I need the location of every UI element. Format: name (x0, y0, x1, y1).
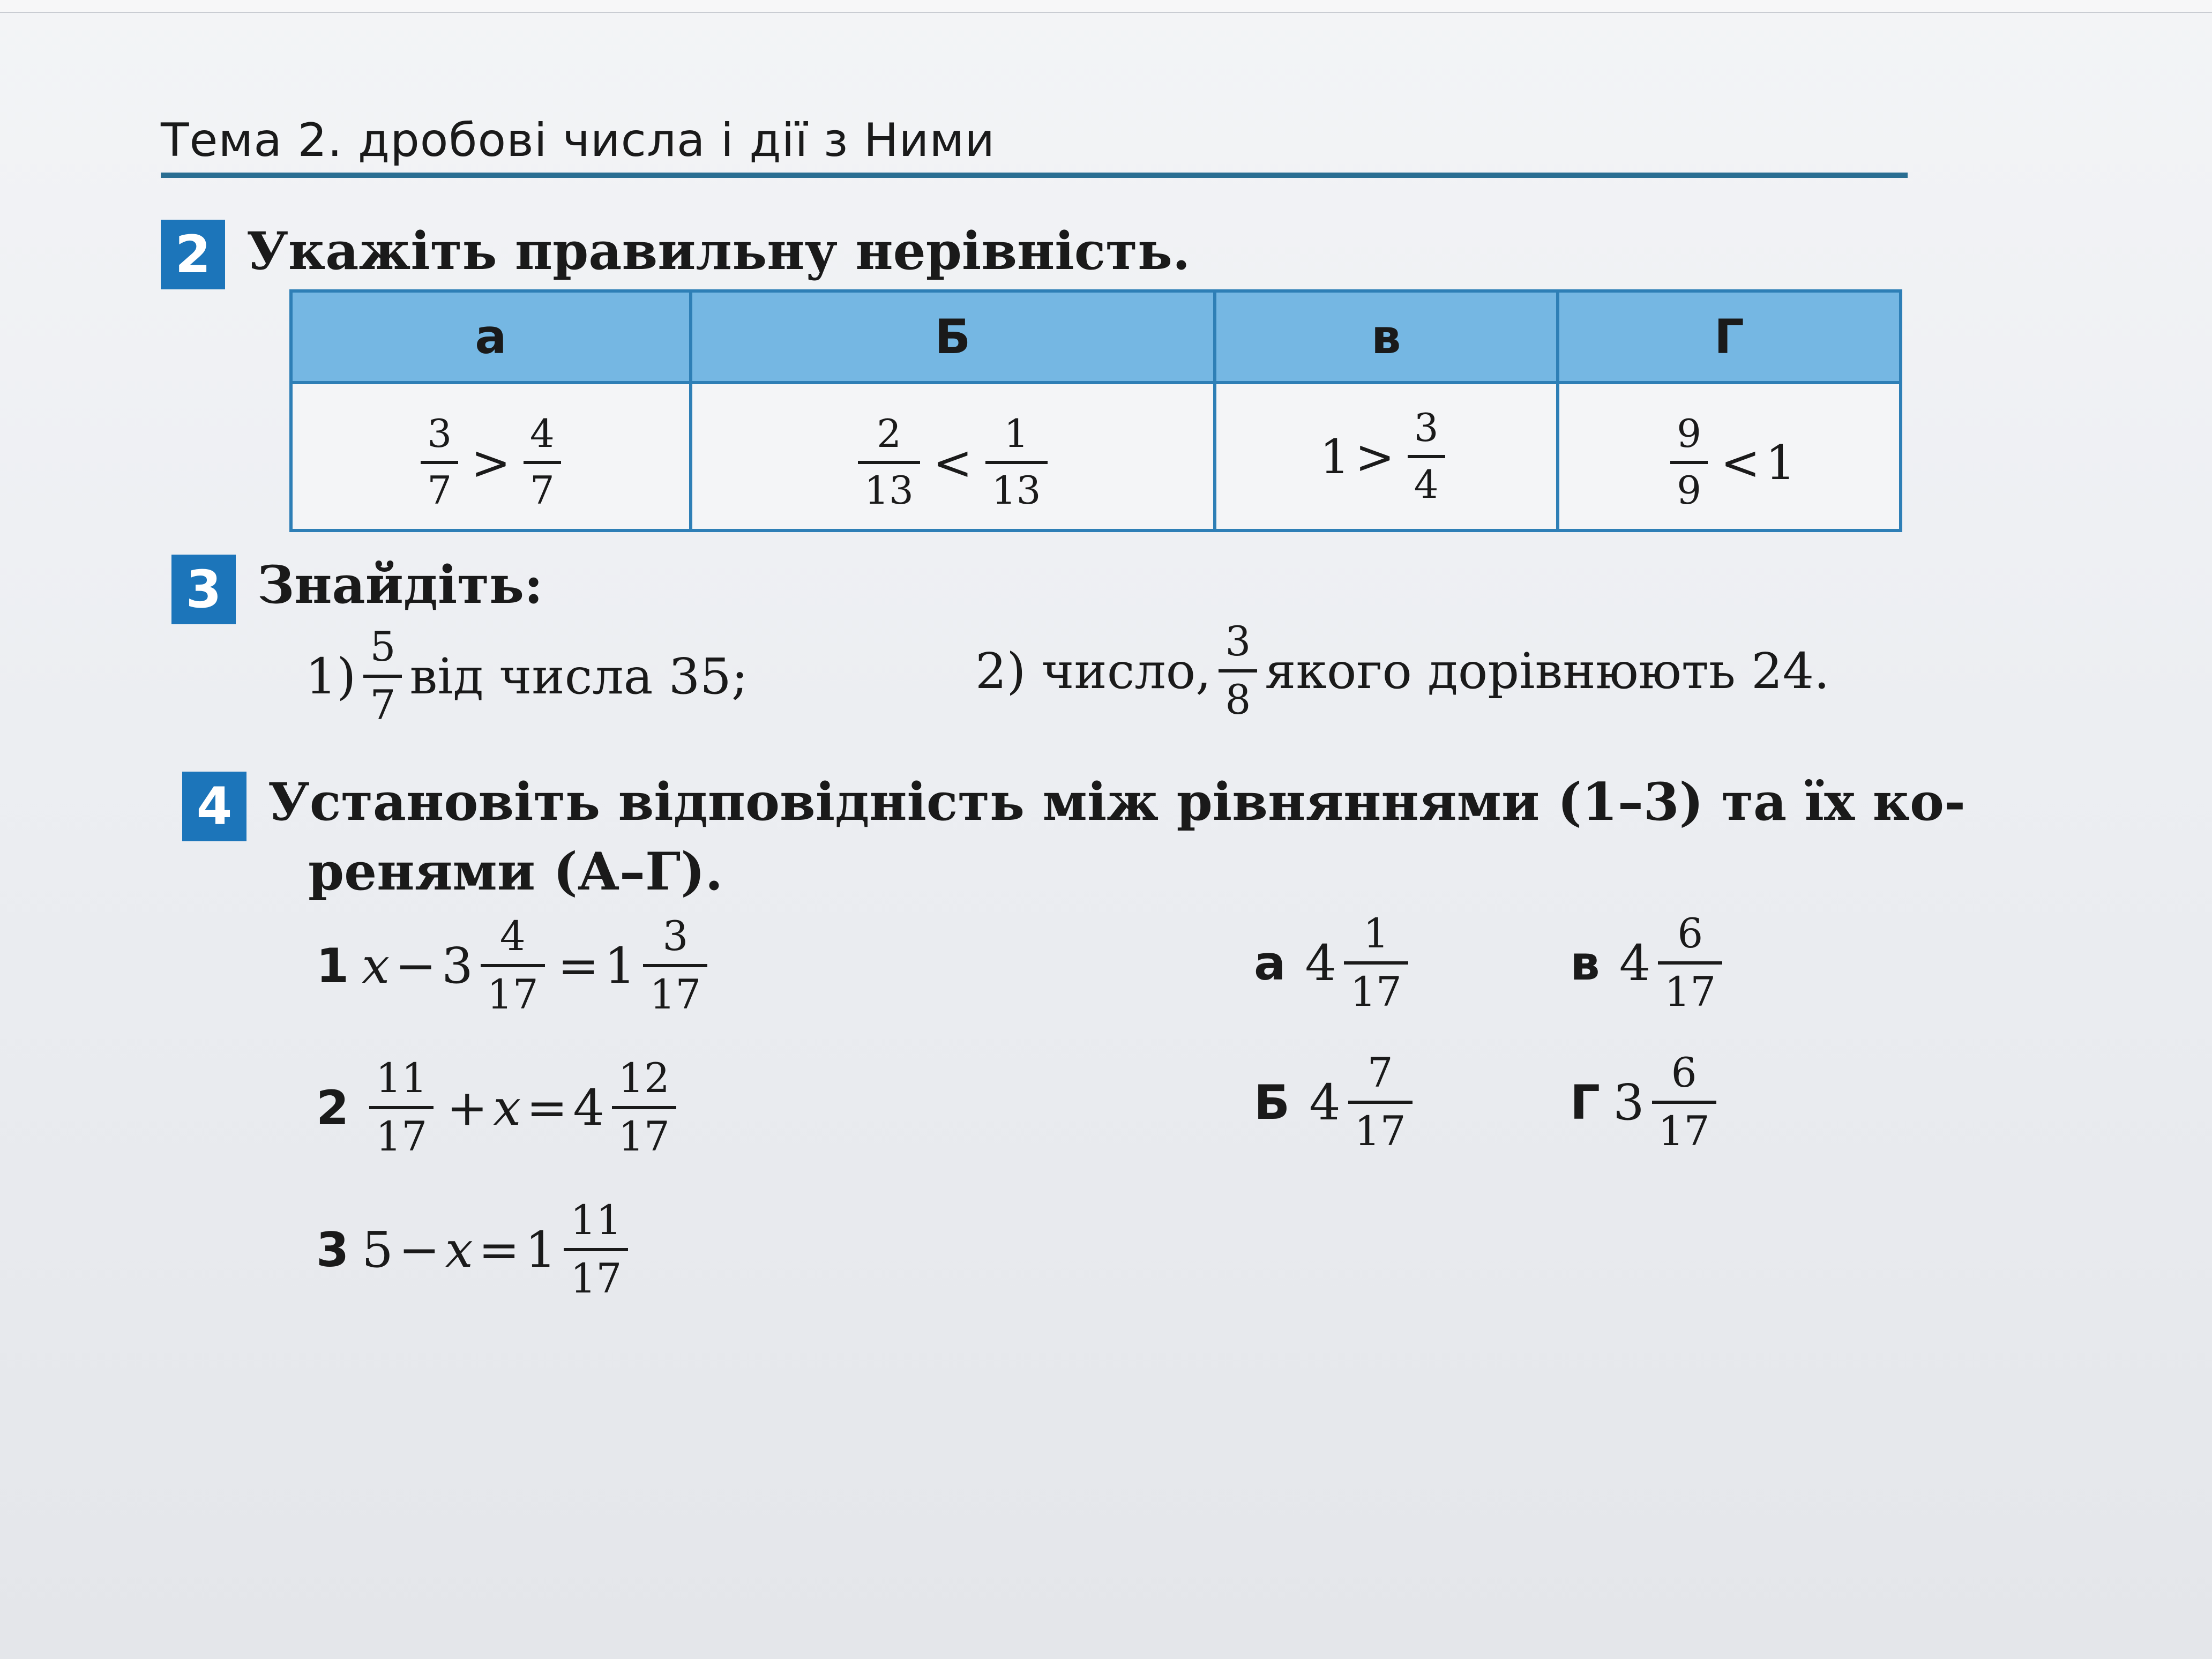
answer-v[interactable]: в 4 $\frac{6}{17}$ (1570, 914, 1730, 1013)
inequality-sign: > (471, 435, 511, 490)
fraction: $\frac{6}{17}$ (1658, 914, 1722, 1013)
option-cell-b[interactable] (691, 383, 1215, 530)
fraction: $\frac{4}{7}$ (524, 415, 561, 510)
option-cell-v[interactable] (1215, 383, 1558, 530)
fraction: $\frac{11}{17}$ (564, 1200, 628, 1299)
task-4-prompt-line-2: ренями (А–Г). (308, 841, 723, 902)
task-3-item-1: 1) $\frac{5}{7}$ від числа 35; (305, 623, 748, 729)
fraction: $\frac{3}{7}$ (421, 415, 458, 510)
fraction: $\frac{3}{4}$ (1408, 409, 1445, 504)
task-3-prompt: Знайдіть: (257, 555, 543, 615)
answer-b[interactable]: Б 4 $\frac{7}{17}$ (1254, 1053, 1420, 1152)
answer-a[interactable]: а 4 $\frac{1}{17}$ (1254, 914, 1416, 1013)
option-header-v: в (1215, 291, 1558, 383)
option-cell-g[interactable] (1558, 383, 1901, 530)
inequality-sign: > (1355, 429, 1395, 484)
topic-divider (161, 173, 1908, 178)
task-3-item-2: 2) число, $\frac{3}{8}$ якого дорівнюють 24. (975, 618, 1830, 724)
inequality-sign: < (1720, 435, 1760, 490)
fraction: $\frac{11}{17}$ (369, 1058, 434, 1157)
equation-3: 3 5 − x = 1 $\frac{11}{17}$ (316, 1200, 636, 1299)
fraction: $\frac{7}{17}$ (1348, 1053, 1413, 1152)
topic-title: Тема 2. дробові числа і дії з Ними (161, 114, 996, 167)
task-3-badge: 3 (171, 555, 236, 624)
fraction: $\frac{3}{8}$ (1219, 622, 1257, 721)
fraction: $\frac{4}{17}$ (481, 916, 545, 1015)
fraction: $\frac{5}{7}$ (363, 627, 402, 726)
option-header-g: Г (1558, 291, 1901, 383)
integer-term: 1 (1765, 435, 1796, 490)
fraction: $\frac{1}{17}$ (1344, 914, 1408, 1013)
fraction: $\frac{3}{17}$ (643, 916, 707, 1015)
equation-2: 2 $\frac{11}{17}$ + x = 4 $\frac{12}{17}$ (316, 1058, 684, 1157)
task-4-badge: 4 (182, 772, 246, 841)
fraction: $\frac{9}{9}$ (1670, 415, 1708, 510)
inequality-sign: < (932, 435, 973, 490)
fraction: $\frac{2}{13}$ (858, 415, 920, 510)
option-header-a: а (291, 291, 691, 383)
screen-top-edge (0, 0, 2212, 13)
equation-label: 2 (316, 1080, 349, 1135)
answer-g[interactable]: Г 3 $\frac{6}{17}$ (1570, 1053, 1724, 1152)
fraction: $\frac{6}{17}$ (1652, 1053, 1716, 1152)
task-2-badge: 2 (161, 220, 225, 289)
fraction: $\frac{1}{13}$ (985, 415, 1048, 510)
option-cell-a[interactable] (291, 383, 691, 530)
equation-1: 1 x − 3 $\frac{4}{17}$ = 1 $\frac{3}{17}$ (316, 916, 715, 1015)
option-header-b: Б (691, 291, 1215, 383)
fraction: $\frac{12}{17}$ (612, 1058, 676, 1157)
equation-label: 3 (316, 1222, 349, 1277)
integer-term: 1 (1319, 429, 1350, 484)
task-4-prompt-line-1: Установіть відповідність між рівняннями (1–3) та їх ко- (268, 772, 1966, 832)
task-2-options-table (289, 289, 1902, 532)
task-2-prompt: Укажіть правильну нерівність. (246, 221, 1191, 281)
equation-label: 1 (316, 938, 349, 993)
